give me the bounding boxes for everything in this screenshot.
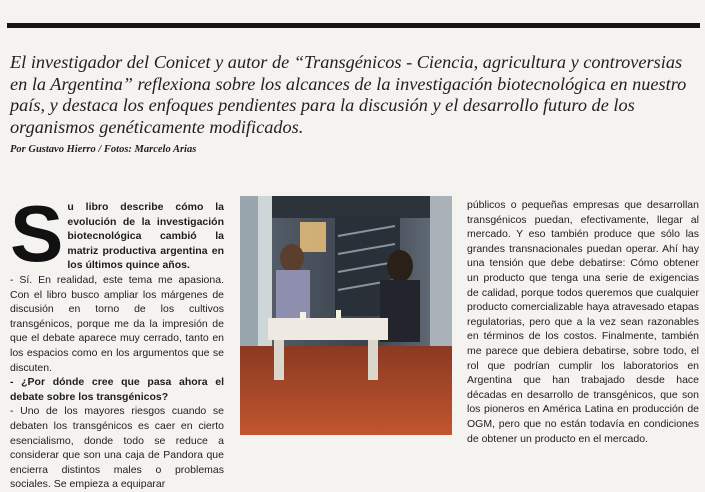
article-column-3 [467, 198, 699, 446]
question-1: u libro describe cómo la evolución de la investigación biotecnológica cambió la matriz productiva argentina en los últimos quince años. [67, 201, 224, 272]
header-rule [7, 23, 700, 28]
byline: Por Gustavo Hierro / Fotos: Marcelo Arias [10, 144, 197, 155]
answer-1: - Sí. En realidad, este tema me apasiona. Con el libro busco ampliar los márgenes de discusión en torno de los cultivos transgénicos, porque me da la impresión de que el debate aparece muy cerrado, tanto en los espacios como en los argumentos que se discuten. [10, 273, 224, 374]
interview-photo [240, 196, 452, 435]
drop-cap: S [10, 189, 64, 278]
article-column-1 [10, 189, 224, 492]
column-3-text: públicos o pequeñas empresas que desarrollan transgénicos puedan, efectivamente, llegar al mercado. Y eso también produce que sólo las grandes transnacionales puedan operar. Ahí hay una tensión que debe debatirse: Cómo obtener un producto que tenga una serie de exigencias de calidad, porque todos queremos que cualquier producto comercializable haya atravesado etapas regulatorias, pero que a la vez sean razonables en términos de los costos. Finalmente, también me parece que debiera debatirse, sobre todo, el rol que podrían cumplir los laboratorios en Argentina que han trabajado desde hace décadas en desarrollo de transgénicos, que son los pioneros en América Latina en producción de OGM, pero que no están todavía en condiciones de obtener un producto en el mercado. [467, 199, 699, 445]
article-lede: El investigador del Conicet y autor de “Transgénicos - Ciencia, agricultura y controversias en la Argentina” reflexiona sobre los alcances de la investigación biotecnológica en nuestro país, y destaca los enfoques pendientes para la discusión y el desarrollo futuro de los organismos genéticamente modificados. [10, 52, 687, 137]
answer-2: - Uno de los mayores riesgos cuando se debaten los transgénicos es caer en cierto esencialismo, donde todo se reduce a considerar que son una caja de Pandora que encierra distintos males o problemas sociales. Se empieza a equiparar [10, 405, 224, 491]
question-2: - ¿Por dónde cree que pasa ahora el debate sobre los transgénicos? [10, 376, 224, 403]
